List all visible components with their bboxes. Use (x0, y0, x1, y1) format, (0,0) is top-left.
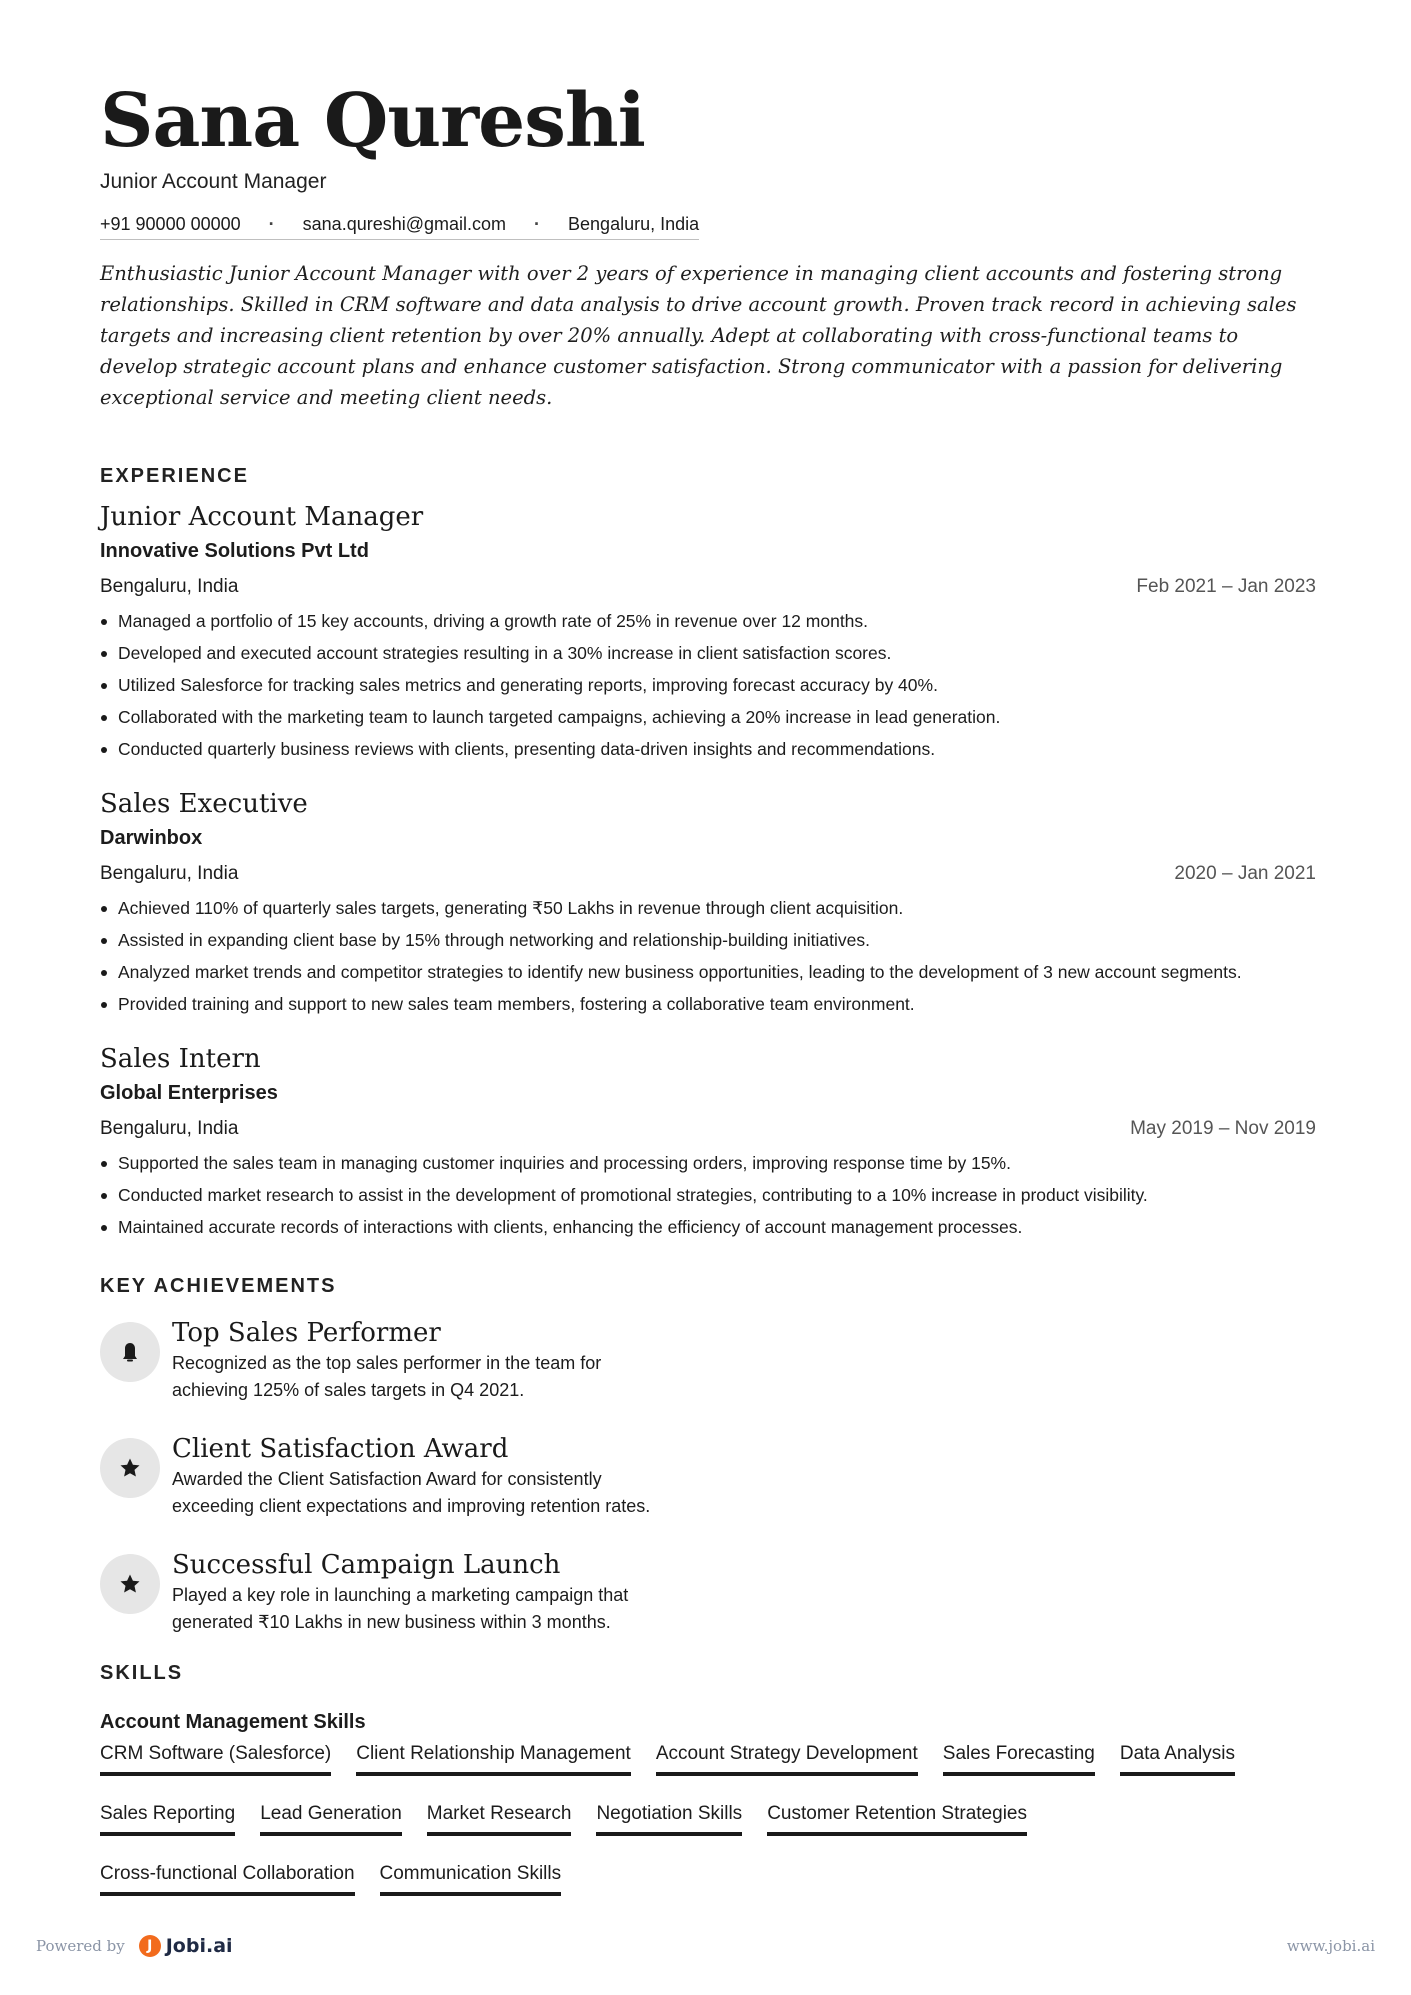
skills-heading: SKILLS (100, 1662, 184, 1684)
bullet-item: Conducted market research to assist in the development of promotional strategies, contributing to a 10% increase in product visibility. (100, 1182, 1268, 1209)
achievement-item (100, 1318, 722, 1404)
bullet-item: Achieved 110% of quarterly sales targets, generating ₹50 Lakhs in revenue through client acquisition. (100, 895, 1268, 922)
bullet-item: Managed a portfolio of 15 key accounts, driving a growth rate of 25% in revenue over 12 months. (100, 608, 1268, 635)
star-icon (100, 1554, 160, 1614)
experience-heading: EXPERIENCE (100, 465, 249, 487)
job-meta (100, 1118, 1316, 1140)
company-name: Global Enterprises (100, 1082, 278, 1104)
skill-tag: Sales Forecasting (943, 1742, 1095, 1776)
bullet-item: Assisted in expanding client base by 15% through networking and relationship-building initiatives. (100, 927, 1268, 954)
achievement-body (172, 1550, 672, 1636)
achievement-title: Client Satisfaction Award (172, 1434, 509, 1464)
job-title: Sales Executive (100, 789, 308, 819)
award-badge-icon (100, 1322, 160, 1382)
job-location: Bengaluru, India (100, 863, 239, 884)
resume-page (100, 78, 1316, 1922)
skill-tag: Client Relationship Management (356, 1742, 631, 1776)
candidate-title: Junior Account Manager (100, 170, 327, 193)
jobi-logo-icon: J (139, 1935, 161, 1957)
footer (36, 1935, 1375, 1957)
powered-by (36, 1935, 233, 1957)
experience-entry (100, 789, 1316, 1018)
job-title: Junior Account Manager (100, 502, 424, 532)
experience-entry (100, 1044, 1316, 1241)
skill-tag: Account Strategy Development (656, 1742, 918, 1776)
skills-group-title: Account Management Skills (100, 1711, 366, 1733)
skill-tag: Communication Skills (380, 1862, 562, 1896)
job-title: Sales Intern (100, 1044, 261, 1074)
job-dates: 2020 – Jan 2021 (1174, 863, 1316, 884)
candidate-name: Sana Qureshi (100, 78, 645, 164)
achievement-body (172, 1318, 672, 1404)
achievement-item (100, 1434, 722, 1520)
achievement-title: Successful Campaign Launch (172, 1550, 561, 1580)
bullet-item: Utilized Salesforce for tracking sales metrics and generating reports, improving forecast accuracy by 40%. (100, 672, 1268, 699)
experience-list (100, 502, 1316, 1241)
job-location: Bengaluru, India (100, 576, 239, 597)
profile-summary: Enthusiastic Junior Account Manager with over 2 years of experience in managing client accounts and fostering strong relationships. Skilled in CRM software and data analysis to drive account growth. Proven track record in achieving sales targets and increasing client retention by over 20% annually. Adept at collaborating with cross-functional teams to develop strategic account plans and enhance customer satisfaction. Strong communicator with a passion for delivering exceptional service and meeting client needs. (100, 262, 1297, 409)
bullet-item: Conducted quarterly business reviews with clients, presenting data-driven insights and recommendations. (100, 736, 1268, 763)
achievements-heading: KEY ACHIEVEMENTS (100, 1275, 337, 1297)
skill-tag: Market Research (427, 1802, 572, 1836)
skill-tag: CRM Software (Salesforce) (100, 1742, 331, 1776)
skills-list (100, 1742, 1316, 1922)
contact-row (100, 214, 699, 240)
company-name: Innovative Solutions Pvt Ltd (100, 540, 369, 562)
jobi-logo-text: Jobi.ai (165, 1935, 233, 1957)
contact-separator: · (534, 214, 541, 234)
jobi-logo[interactable] (139, 1935, 233, 1957)
skill-tag: Data Analysis (1120, 1742, 1235, 1776)
location-text: Bengaluru, India (568, 214, 700, 234)
website-link[interactable]: www.jobi.ai (1286, 1937, 1375, 1955)
achievement-description: Awarded the Client Satisfaction Award for consistently exceeding client expectations and improving retention rates. (172, 1469, 651, 1516)
achievement-body (172, 1434, 672, 1520)
bullet-item: Developed and executed account strategies resulting in a 30% increase in client satisfaction scores. (100, 640, 1268, 667)
job-meta (100, 576, 1316, 598)
skill-tag: Lead Generation (260, 1802, 402, 1836)
job-location: Bengaluru, India (100, 1118, 239, 1139)
skill-tag: Sales Reporting (100, 1802, 235, 1836)
job-bullets (100, 608, 1316, 763)
achievement-title: Top Sales Performer (172, 1318, 441, 1348)
skill-tag: Negotiation Skills (596, 1802, 742, 1836)
achievement-description: Recognized as the top sales performer in the team for achieving 125% of sales targets in Q4 2021. (172, 1353, 602, 1400)
bullet-item: Provided training and support to new sales team members, fostering a collaborative team environment. (100, 991, 1268, 1018)
job-dates: May 2019 – Nov 2019 (1130, 1118, 1316, 1139)
job-dates: Feb 2021 – Jan 2023 (1136, 576, 1316, 597)
bullet-item: Collaborated with the marketing team to launch targeted campaigns, achieving a 20% increase in lead generation. (100, 704, 1268, 731)
bullet-item: Maintained accurate records of interactions with clients, enhancing the efficiency of account management processes. (100, 1214, 1268, 1241)
job-bullets (100, 895, 1316, 1018)
star-icon (100, 1438, 160, 1498)
achievement-description: Played a key role in launching a marketing campaign that generated ₹10 Lakhs in new business within 3 months. (172, 1585, 629, 1632)
bullet-item: Analyzed market trends and competitor strategies to identify new business opportunities, leading to the development of 3 new account segments. (100, 959, 1268, 986)
job-meta (100, 863, 1316, 885)
job-bullets (100, 1150, 1316, 1241)
powered-by-label: Powered by (36, 1937, 125, 1955)
skill-tag: Cross-functional Collaboration (100, 1862, 355, 1896)
experience-entry (100, 502, 1316, 763)
contact-separator: · (268, 214, 275, 234)
achievements-list (100, 1318, 1316, 1666)
skill-tag: Customer Retention Strategies (767, 1802, 1027, 1836)
achievement-item (100, 1550, 722, 1636)
phone-number[interactable]: +91 90000 00000 (100, 214, 241, 234)
company-name: Darwinbox (100, 827, 203, 849)
email-link[interactable]: sana.qureshi@gmail.com (302, 214, 507, 234)
bullet-item: Supported the sales team in managing customer inquiries and processing orders, improving response time by 15%. (100, 1150, 1268, 1177)
